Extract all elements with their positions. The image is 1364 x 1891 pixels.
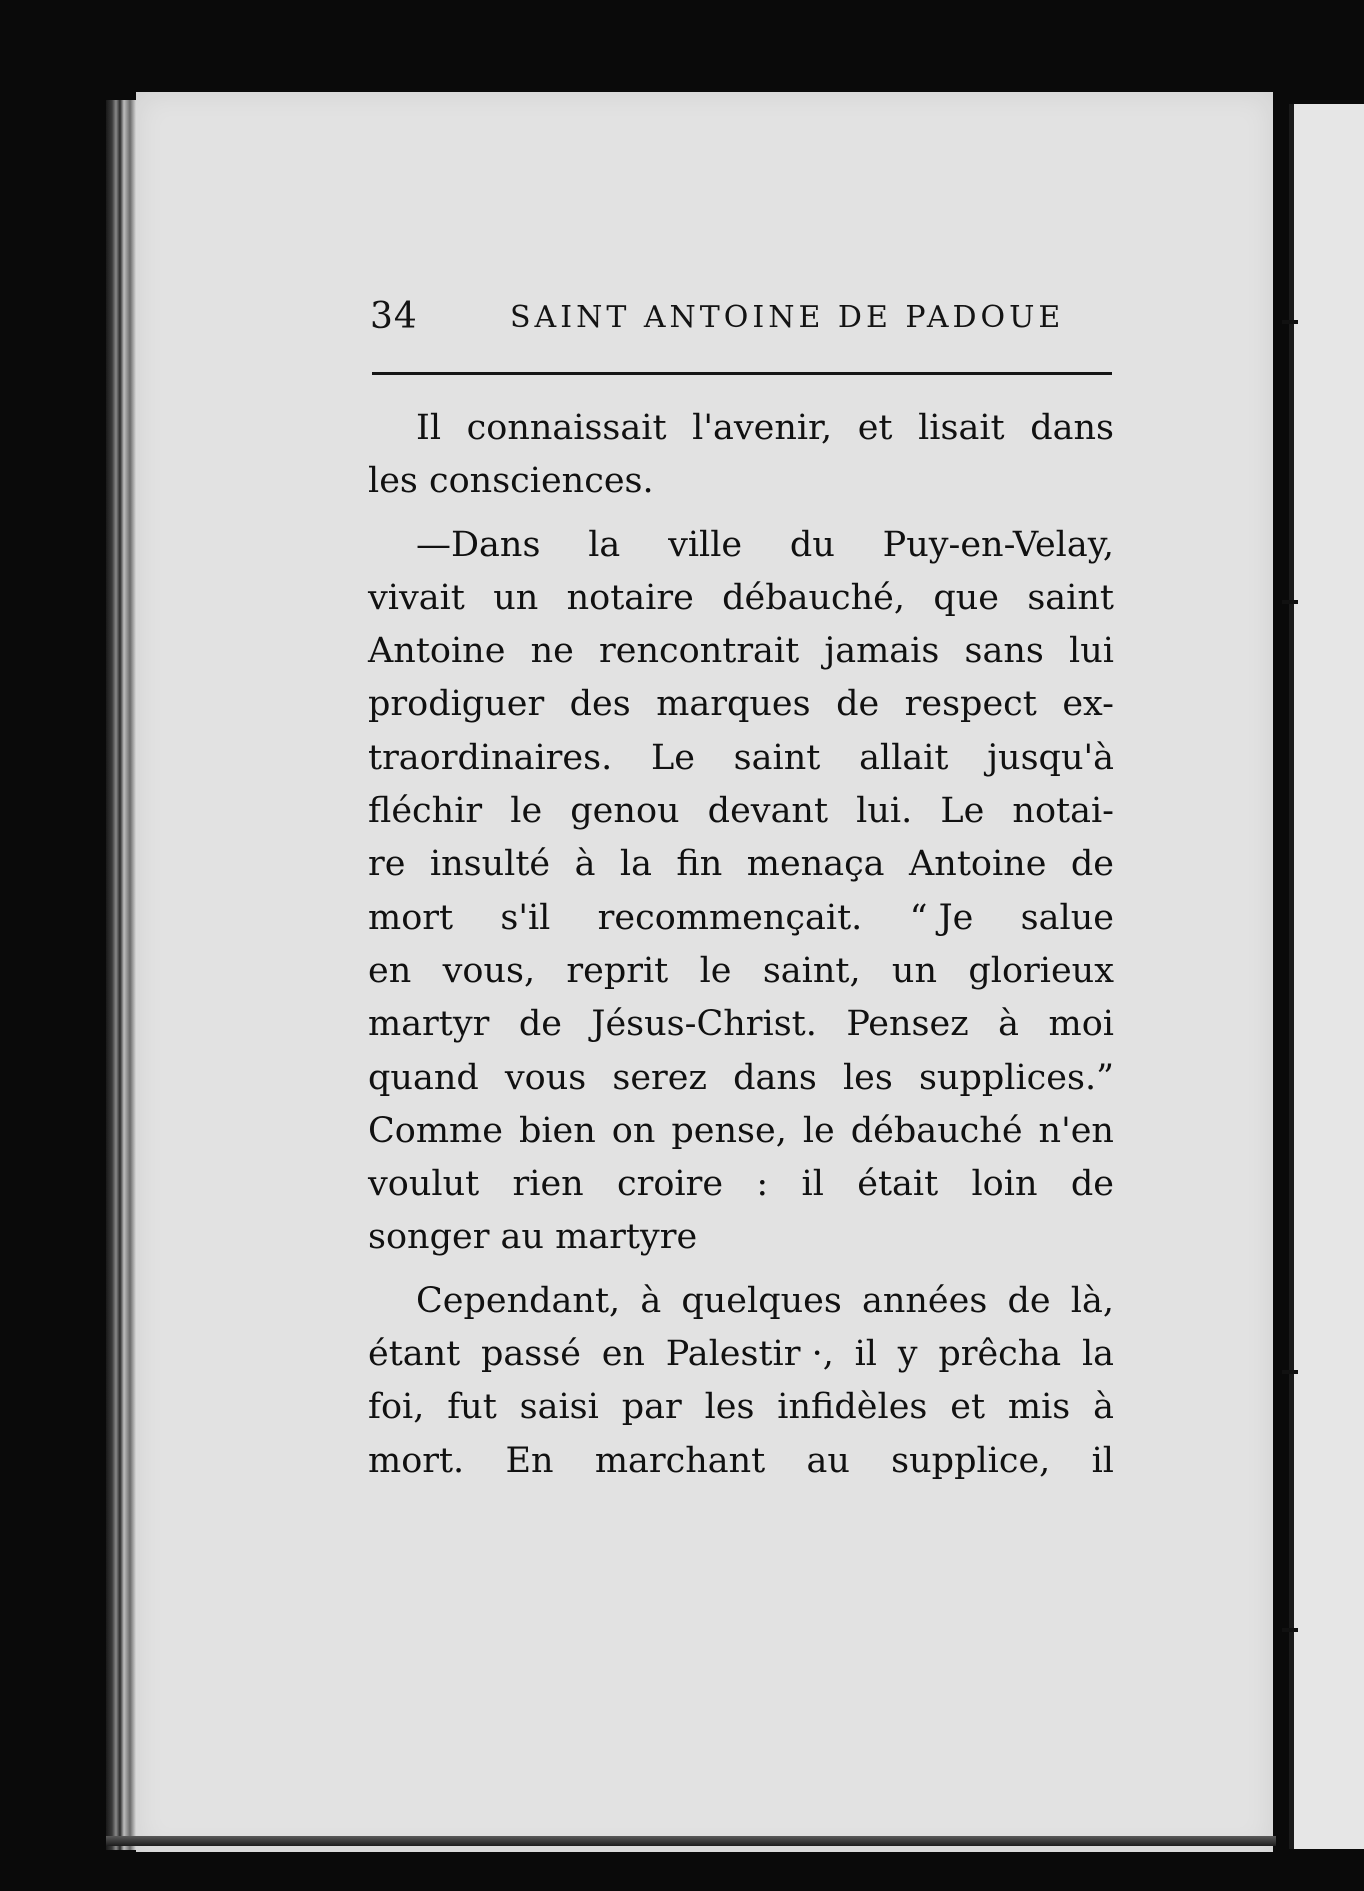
word: à xyxy=(1093,1387,1114,1428)
word: au xyxy=(806,1440,850,1481)
word: Puy-en-Velay, xyxy=(882,524,1114,565)
word: que xyxy=(933,577,999,618)
paragraph-gap xyxy=(368,1265,1114,1275)
word: la xyxy=(588,524,621,565)
word: de xyxy=(1070,844,1114,885)
word: du xyxy=(789,524,835,565)
paragraph xyxy=(368,1275,1114,1488)
word: Le xyxy=(940,791,985,832)
word: En xyxy=(505,1440,554,1481)
word: bien xyxy=(518,1110,596,1151)
word: Pensez xyxy=(846,1004,969,1045)
word: le xyxy=(510,791,543,832)
word: mort xyxy=(368,897,454,938)
word: “ Je xyxy=(909,897,974,938)
margin-tick-mark xyxy=(1282,600,1298,604)
text-line xyxy=(368,1052,1114,1105)
word: il xyxy=(801,1164,824,1205)
word: prodiguer xyxy=(368,684,545,725)
word: traordinaires. xyxy=(368,737,613,778)
word: les consciences. xyxy=(368,461,654,502)
word: par xyxy=(621,1387,682,1428)
text-line xyxy=(368,1158,1114,1211)
word: quand xyxy=(368,1057,479,1098)
word: dans xyxy=(733,1057,817,1098)
word: croire xyxy=(617,1164,724,1205)
word: prêcha xyxy=(938,1334,1062,1375)
word: martyr xyxy=(368,1004,490,1045)
word: infidèles xyxy=(777,1387,928,1428)
header-rule xyxy=(372,372,1112,375)
word: re xyxy=(368,844,406,885)
word: genou xyxy=(570,791,680,832)
word: les xyxy=(842,1057,893,1098)
word: rencontrait xyxy=(599,631,800,672)
word: lisait xyxy=(918,408,1005,448)
text-line xyxy=(368,1381,1114,1434)
text-line xyxy=(368,455,1114,508)
text-line xyxy=(368,838,1114,891)
word: Antoine xyxy=(909,844,1047,885)
word: un xyxy=(891,950,938,991)
word: débauché xyxy=(850,1110,1023,1151)
word: pense, xyxy=(671,1110,787,1151)
word: lui. xyxy=(856,791,913,832)
word: il xyxy=(1091,1440,1114,1481)
word: passé xyxy=(481,1334,581,1375)
word: Jésus-Christ. xyxy=(591,1004,817,1045)
facing-page-edge xyxy=(1294,104,1364,1849)
word: étant xyxy=(368,1334,461,1375)
word: jusqu'à xyxy=(987,737,1114,778)
text-line xyxy=(368,1328,1114,1381)
word: fin xyxy=(676,844,723,885)
word: sans xyxy=(964,631,1044,672)
word: l'avenir, xyxy=(692,408,833,448)
word: et xyxy=(950,1387,986,1428)
word: ne xyxy=(530,631,574,672)
word: rien xyxy=(512,1164,584,1205)
word: le xyxy=(802,1110,835,1151)
word: Cependant, xyxy=(416,1280,621,1321)
word: —Dans xyxy=(416,524,541,565)
word: fut xyxy=(447,1387,497,1428)
word: notai- xyxy=(1012,791,1114,832)
text-line xyxy=(368,998,1114,1051)
word: le xyxy=(699,950,732,991)
word: marques xyxy=(656,684,811,725)
word: débauché, xyxy=(722,577,906,618)
word: des xyxy=(569,684,631,725)
word: de xyxy=(1070,1164,1114,1205)
word: n'en xyxy=(1038,1110,1114,1151)
text-line xyxy=(368,625,1114,678)
word: devant xyxy=(707,791,829,832)
word: respect xyxy=(904,684,1037,725)
word: marchant xyxy=(594,1440,766,1481)
word: Palestir ·, xyxy=(665,1334,834,1375)
margin-tick-mark xyxy=(1282,320,1298,324)
book-binding xyxy=(106,100,136,1850)
word: de xyxy=(1007,1280,1051,1321)
word: reprit xyxy=(566,950,669,991)
word: était xyxy=(857,1164,939,1205)
word: les xyxy=(704,1387,755,1428)
word: supplices.” xyxy=(918,1057,1114,1098)
word: saint xyxy=(733,737,821,778)
word: supplice, xyxy=(891,1440,1051,1481)
word: : xyxy=(756,1164,769,1205)
page-header xyxy=(370,296,1115,346)
text-line xyxy=(368,519,1114,572)
word: saisi xyxy=(519,1387,599,1428)
word: allait xyxy=(859,737,949,778)
word: de xyxy=(836,684,880,725)
word: vivait xyxy=(368,577,465,618)
word: à xyxy=(574,844,596,885)
text-line xyxy=(368,892,1114,945)
word: la xyxy=(619,844,652,885)
word: on xyxy=(611,1110,656,1151)
word: loin xyxy=(971,1164,1038,1205)
word: connaissait xyxy=(466,408,667,448)
word: moi xyxy=(1048,1004,1114,1045)
paragraph xyxy=(368,402,1114,509)
word: quelques xyxy=(681,1280,842,1321)
word: la xyxy=(1081,1334,1114,1375)
word: insulté xyxy=(429,844,551,885)
text-line xyxy=(368,785,1114,838)
word: menaça xyxy=(746,844,885,885)
word: dans xyxy=(1030,408,1114,448)
word: Antoine xyxy=(368,631,506,672)
text-line xyxy=(368,402,1114,455)
word: années xyxy=(861,1280,988,1321)
word: là, xyxy=(1070,1280,1114,1321)
word: salue xyxy=(1020,897,1114,938)
word: il xyxy=(854,1334,877,1375)
paragraph-gap xyxy=(368,509,1114,519)
text-line xyxy=(368,1105,1114,1158)
word: à xyxy=(640,1280,662,1321)
word: de xyxy=(518,1004,562,1045)
word: mis xyxy=(1007,1387,1071,1428)
text-line xyxy=(368,572,1114,625)
word: y xyxy=(897,1334,918,1375)
text-line xyxy=(368,678,1114,731)
word: Comme xyxy=(368,1110,503,1151)
word: recommençait. xyxy=(597,897,863,938)
margin-tick-mark xyxy=(1282,1370,1298,1374)
word: ex- xyxy=(1062,684,1114,725)
word: saint, xyxy=(762,950,861,991)
running-title: SAINT ANTOINE DE PADOUE xyxy=(510,300,1065,335)
word: vous, xyxy=(442,950,536,991)
word: vous xyxy=(504,1057,587,1098)
word: et xyxy=(857,408,893,448)
word: ville xyxy=(668,524,743,565)
word: en xyxy=(601,1334,645,1375)
word: notaire xyxy=(566,577,694,618)
word: en xyxy=(368,950,412,991)
text-line xyxy=(368,1275,1114,1328)
margin-tick-mark xyxy=(1282,1628,1298,1632)
word: foi, xyxy=(368,1387,425,1428)
word: serez xyxy=(612,1057,707,1098)
text-line xyxy=(368,945,1114,998)
page-number: 34 xyxy=(370,296,418,337)
word: glorieux xyxy=(968,950,1114,991)
word: voulut xyxy=(368,1164,480,1205)
word: s'il xyxy=(500,897,551,938)
word: Le xyxy=(650,737,695,778)
word: songer au martyre xyxy=(368,1217,698,1258)
word: lui xyxy=(1069,631,1114,672)
text-line xyxy=(368,1435,1114,1488)
word: saint xyxy=(1027,577,1114,618)
text-line xyxy=(368,1211,1114,1264)
word: Il xyxy=(416,408,442,448)
body-text xyxy=(368,402,1114,1488)
word: à xyxy=(998,1004,1020,1045)
word: jamais xyxy=(824,631,940,672)
word: mort. xyxy=(368,1440,465,1481)
paragraph xyxy=(368,519,1114,1265)
word: fléchir xyxy=(368,791,483,832)
word: un xyxy=(493,577,539,618)
text-line xyxy=(368,732,1114,785)
page-bottom-edge xyxy=(106,1836,1276,1846)
